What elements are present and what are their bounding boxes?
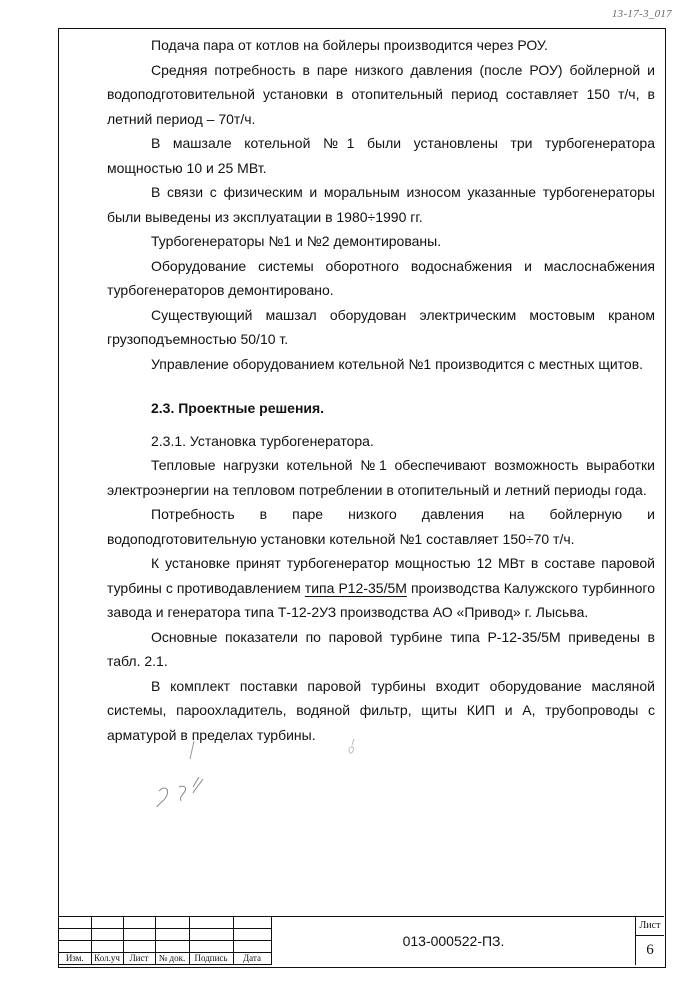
revision-table — [59, 917, 272, 965]
sheet-box — [635, 917, 664, 965]
corner-archive-number: 13-17-3_017 — [611, 8, 672, 20]
sheet-number: 6 — [646, 942, 654, 958]
paragraph: Турбогенераторы №1 и №2 демонтированы. — [151, 233, 442, 249]
subsection-heading: 2.3.1. Установка турбогенератора. — [151, 432, 374, 449]
paragraph: Управление оборудованием котельной №1 производится с местных щитов. — [151, 355, 644, 372]
turbine-text-after: производства Калужского турбинного завода и генератора типа Т-12-2УЗ производства АО «Привод» г. Лысьва. — [107, 579, 656, 620]
paragraph: Основные показатели по паровой турбине типа Р-12-35/5М приведены в табл. 2.1. — [107, 628, 655, 669]
paragraph: Существующий машзал оборудован электрическим мостовым краном грузоподъемностью 50/10 т. — [107, 306, 655, 347]
paragraph: Подача пара от котлов на бойлеры производится через РОУ. — [151, 37, 548, 53]
header-qty: Кол.уч — [91, 953, 123, 965]
handwritten-marks — [99, 729, 379, 829]
turbine-type-underlined: типа Р12-35/5М — [304, 579, 407, 596]
paragraph: Потребность в паре низкого давления на бойлерную и водоподготовительную установки котельной №1 составляет 150÷70 т/ч. — [107, 506, 655, 547]
paragraph: В связи с физическим и моральным износом указанные турбогенераторы были выведены из эксплуатации в 1980÷1990 гг. — [107, 184, 655, 225]
document-code: 013-000522-ПЗ. — [402, 933, 505, 949]
paragraph: В машзале котельной №1 были установлены три турбогенератора мощностью 10 и 25 МВт. — [107, 135, 655, 176]
header-sheet: Лист — [123, 953, 155, 965]
paragraph: В комплект поставки паровой турбины входит оборудование масляной системы, пароохладитель, водяной фильтр, щиты КИП и А, трубопроводы с арматурой в пределах турбины. — [107, 677, 655, 743]
turbine-paragraph — [107, 551, 655, 625]
header-date: Дата — [233, 953, 271, 965]
section-heading: 2.3. Проектные решения. — [151, 400, 325, 416]
paragraph: Тепловые нагрузки котельной №1 обеспечивают возможность выработки электроэнергии на тепловом потреблении в отопительный и летний периоды года. — [107, 457, 655, 498]
header-signature: Подпись — [189, 953, 233, 965]
revision-table-header — [59, 953, 271, 965]
document-body — [107, 33, 655, 747]
paragraph: Средняя потребность в паре низкого давления (после РОУ) бойлерной и водоподготовительной установки в отопительный период составляет 150 т/ч, в летний период – 70т/ч. — [107, 61, 655, 127]
header-change: Изм. — [59, 953, 91, 965]
turbine-text-before: К установке принят турбогенератор мощностью 12 МВт в составе паровой турбины с противодавлением — [107, 555, 655, 596]
title-block — [59, 916, 664, 967]
header-doc-number: № док. — [155, 953, 189, 965]
paragraph: Оборудование системы оборотного водоснабжения и маслоснабжения турбогенераторов демонтировано. — [107, 257, 655, 298]
sheet-label: Лист — [636, 917, 664, 936]
page-frame — [58, 28, 666, 968]
